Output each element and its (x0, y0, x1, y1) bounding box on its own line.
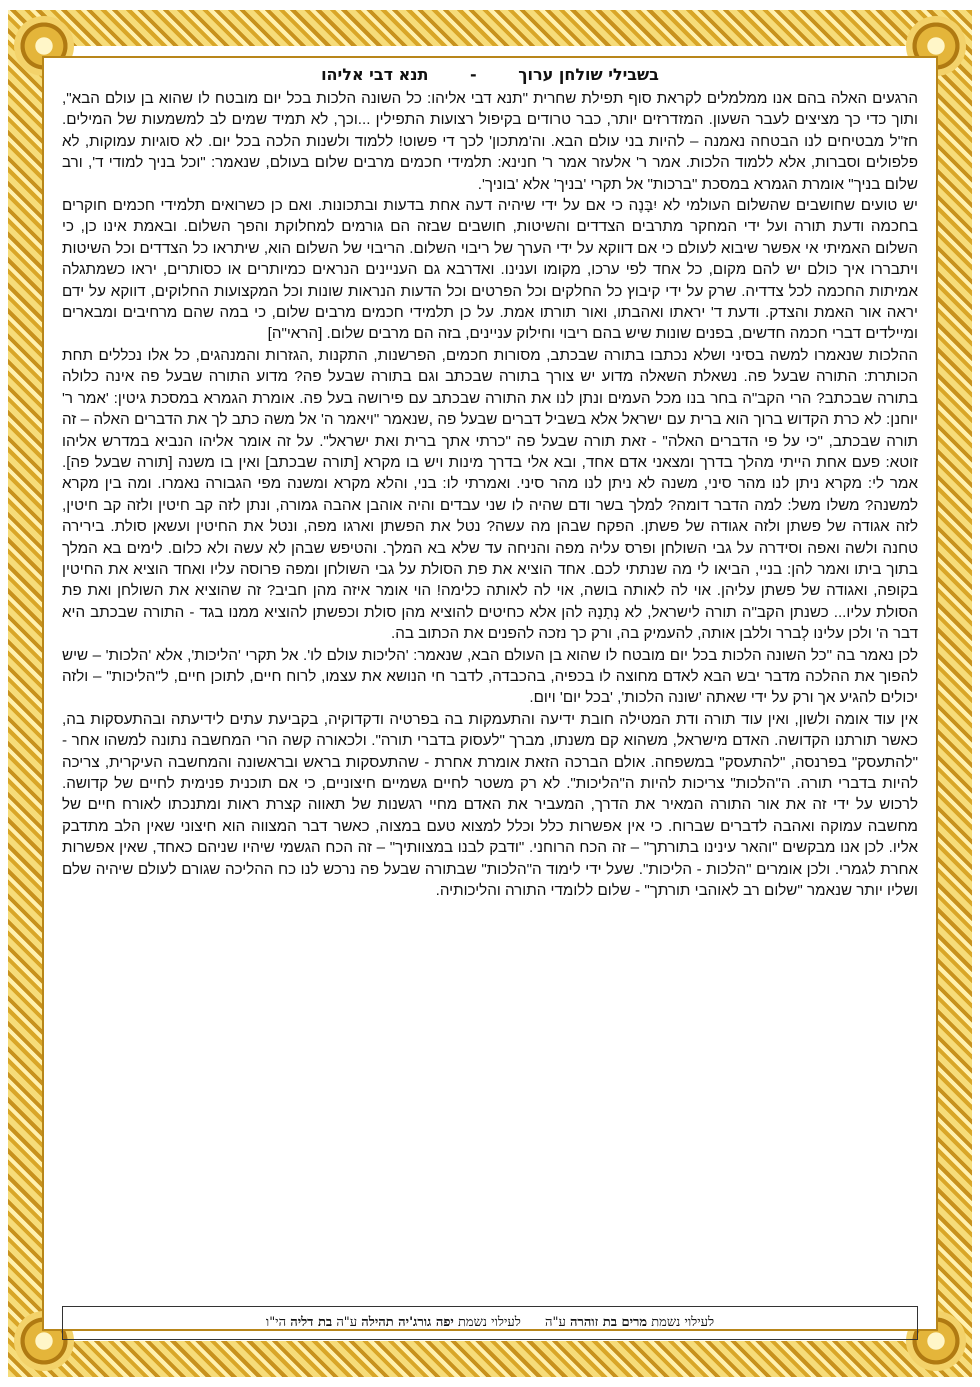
dedication-suffix-1: ע"ה (544, 1315, 566, 1330)
dedication-suffix-2: ע"ה (336, 1315, 358, 1330)
paragraph-2: יש טועים שחושבים שהשלום העולמי לא יִבָּנֶה כי אם על ידי שיהיה דעה אחת בדעות ובתכונות. ואם כן כשרואים תלמידי חכמים חוקרים בחכמה ודעת תורה ועל ידי המחקר מתרבים הצדדים והשיטות, חושבים שבזה הם גורמים למחלוקת והפך השלום. ובאמת אינו כן, כי השלום האמיתי אי אפשר שיבוא לעולם כי אם דווקא על ידי הערך של ריבוי השלום. הריבוי של השלום הוא, שיתראו כל הצדדים וכל השיטות ויתבררו איך כולם יש להם מקום, כל אחד לפי ערכו, מקומו וענינו. ואדרבא גם העניינים הנראים כמיותרים או כסותרים, יראו כשמתגלה אמיתות החכמה לכל צדדיה. שרק על ידי קיבוץ כל החלקים וכל הפרטים וכל הדעות הנראות שונות וכל המקצועות החלוקים, דווקא על ידם יראה אור האמת והצדק. ודעת ד' יראתו ואהבתו, ואור תורתו אמת. על כן תלמידי חכמים מרבים שלום, כי במה שהם מרחיבים ומבארים ומיילדים דברי חכמה חדשים, בפנים שונות שיש בהם ריבוי וחילוק עניינים, בזה הם מרבים שלום. [הראי"ה] (62, 197, 918, 343)
dedication-name-2: יפה גורג'יה תהילה (361, 1315, 454, 1330)
page-title (62, 64, 918, 86)
title-separator: - (470, 65, 477, 84)
paragraph-3: ההלכות שנאמרו למשה בסיני ושלא נכתבו בתורה שבכתב, מסורות חכמים, הפרשנות, התקנות ,הגזרות והמנהגים, כל אלו נכללים תחת הכותרת: התורה שבעל פה. נשאלת השאלה מדוע יש צורך בתורה שבכתב וגם בתורה שבעל פה? מדוע התורה שבעל פה אינה כלולה בתורה שבכתב? הרי הקב"ה בחר בנו מכל העמים ונתן לנו את התורה שבכתב עם פירושה בעל פה. אומרת הגמרא במסכת גיטין: 'אמר ר' יוחנן: לא כרת הקדוש ברוך הוא ברית עם ישראל אלא בשביל דברים שבעל פה ,שנאמר "ויאמר ה' אל משה כתב לך את הדברים האלה – זה תורה שבכתב, "כי על פי הדברים האלה" - זאת תורה שבעל פה "כרתי אתך ברית ואת ישראל". על זה אומר אליהו הנביא במדרש אליהו זוטא: פעם אחת הייתי מהלך בדרך ומצאני אדם אחד, ובא אלי בדרך מינות ויש בו מקרא [תורה שבכתב] ואין בו משנה [תורה שבעל פה]. אמר לי: מקרא ניתן לנו מהר סיני, משנה לא ניתן לנו מהר סיני. ואמרתי לו: בני, והלא מקרא ומשנה מפי הגבורה נאמרו. ומה בין מקרא למשנה? משלו משל: למה הדבר דומה? למלך בשר ודם שהיה לו שני עבדים והיה אוהבן אהבה גמורה, ונתן לזה קב חיטין ולזה קב חיטין, לזה אגודה של פשתן ולזה אגודה של פשתן. הפקח שבהן מה עשה? נטל את הפשתן וארגו מפה, ונטל את החיטין ועשאן סולת. בירירה טחנה ולשה ואפה וסידרה על גבי השולחן ופרס עליה מפה והניחה עד שלא בא המלך. והטיפש שבהן לא עשה ולא כלום. לימים בא המלך בתוך ביתו ואמר להן: בניי, הביאו לי מה שנתתי לכם. אחד הוציא את פת הסולת על גבי השולחן ומפה פרוסה עליו ואחד הוציא את החיטין בקופה, ואגודה של פשתן עליהן. אוי לה לאותה בושה, אוי לה לאותה כלימה! הוי אומר איזה מהן חביב? זה שהוציא את השולחן ואת פת הסולת עליו... כשנתן הקב"ה תורה לישראל, לא נְתָנָהּ להן אלא כחיטים להוציא מהן סולת וכפשתן להוציא ממנו בגד - התורה שבכתב היא דבר ה' ולכן עלינו לְברר וללבן אותה, להעמיק בה, ורק כך נזכה להפנים את הכתוב בה. (62, 346, 918, 643)
dedication-prefix-1: לעילוי נשמת (651, 1315, 715, 1330)
dedication-box (62, 1306, 918, 1340)
dedication-prefix-2: לעילוי נשמת (457, 1315, 521, 1330)
dedication-name-3: בת דליה (290, 1315, 333, 1330)
paragraph-4: לכן נאמר בה "כל השונה הלכות בכל יום מובטח לו שהוא בן העולם הבא, שנאמר: 'הליכות עולם לו'. אל תקרי 'הליכות', אלא 'הלכות' – שיש להפוך את ההלכה מדבר יבש הבא לאדם מחוצה לו בכפיה, בהכבדה, לדבר חי הנושא את עצמו, לרוח חיים, לתוכן חיים, ל"הליכות" – ולזה יכולים להגיע אך ורק על ידי שאתה 'שונה הלכות', 'בכל יום' ויום. (62, 646, 918, 707)
dedication-name-1: מרים בת זוהרה (569, 1315, 648, 1330)
title-main: בשבילי שולחן ערוך (518, 65, 659, 84)
title-subtitle: תנא דבי אליהו (321, 65, 429, 84)
article-body (62, 64, 918, 1276)
paragraph-1: הרגעים האלה בהם אנו ממלמלים לקראת סוף תפילת שחרית "תנא דבי אליהו: כל השונה הלכות בכל יום מובטח לו שהוא בן עולם הבא", ותוך כדי כך מציצים לעבר השעון. המזדרזים יותר, כבר טרודים בקיפול רצועות התפילין ...וכך, לא תמיד שמים לב למשמעות של המילים. חז"ל מבטיחים לנו הבטחה נאמנה – להיות בני עולם הבא. וה'מתכון' לכך די פשוט! ללמוד ולשנות הלכה בכל יום. לא סוגיות עמוקות, לא פלפולים וסברות, אלא ללמוד הלכות. אמר ר' אלעזר אמר ר' חנינא: תלמידי חכמים מרבים שלום בעולם, שנאמר: "וכל בניך למודי ד', ורב שלום בניך" אומרת הגמרא במסכת "ברכות" אל תקרי 'בניך' אלא 'בוניך'. (62, 90, 918, 193)
paragraph-5: אין עוד אומה ולשון, ואין עוד תורה ודת המטילה חובת ידיעה והתעמקות בה בפרטיה ודקדוקיה, בקביעת עתים לידיעתה ובהתעסקות בה, כאשר תורתנו הקדושה. האדם מישראל, משהוא קם משנתו, מברך "לעסוק בדברי תורה". ולכאורה קשה הרי המחשבה נתונה למשהו אחר - "להתעסק" בפרנסה, "להתעסק" במשפחה. אולם הברכה הזאת אומרת אחרת - שהתעסקות בראש ובראשונה והמחשבה העיקרית, צריכה להיות בדברי תורה. ה"הלכות" צריכות להיות ה"הליכות". לא רק משטר לחיים גשמיים חיצוניים, כי אם תוכנית פנימית לחיים של קדושה. לרכוש על ידי זה את אור התורה המאיר את הדרך, המעביר את האדם מחיי רגשנות של תאווה קצרת ראות ומתנכתו לאורח חיים של מחשבה עמוקה ואהבה לדברים שברוח. כי אין אפשרות כלל וכלל למצוא טעם במצוה, כאשר דבר המצווה הוא חיצוני שאין הלב מתדבק אליו. לכן אנו מבקשים "והאר עינינו בתורתך" – זה הכח הרוחני. "ודבק לבנו במצוותיך" – זה הכח הגשמי שיהיו שניהם כאחד, שאין אפשרות אחרת לגמרי. ולכן אומרים "הלכות - הליכות". שעל ידי לימוד ה"הלכות" שבתורה שבעל פה נרכש לנו כח ההליכה שגורם לעולם שיהיה שלם ושליו יותר שנאמר "שלום רב לאוהבי תורתך" - שלום ללומדי התורה והליכותיה. (62, 710, 918, 900)
dedication-suffix-3: הי"ו (265, 1315, 287, 1330)
